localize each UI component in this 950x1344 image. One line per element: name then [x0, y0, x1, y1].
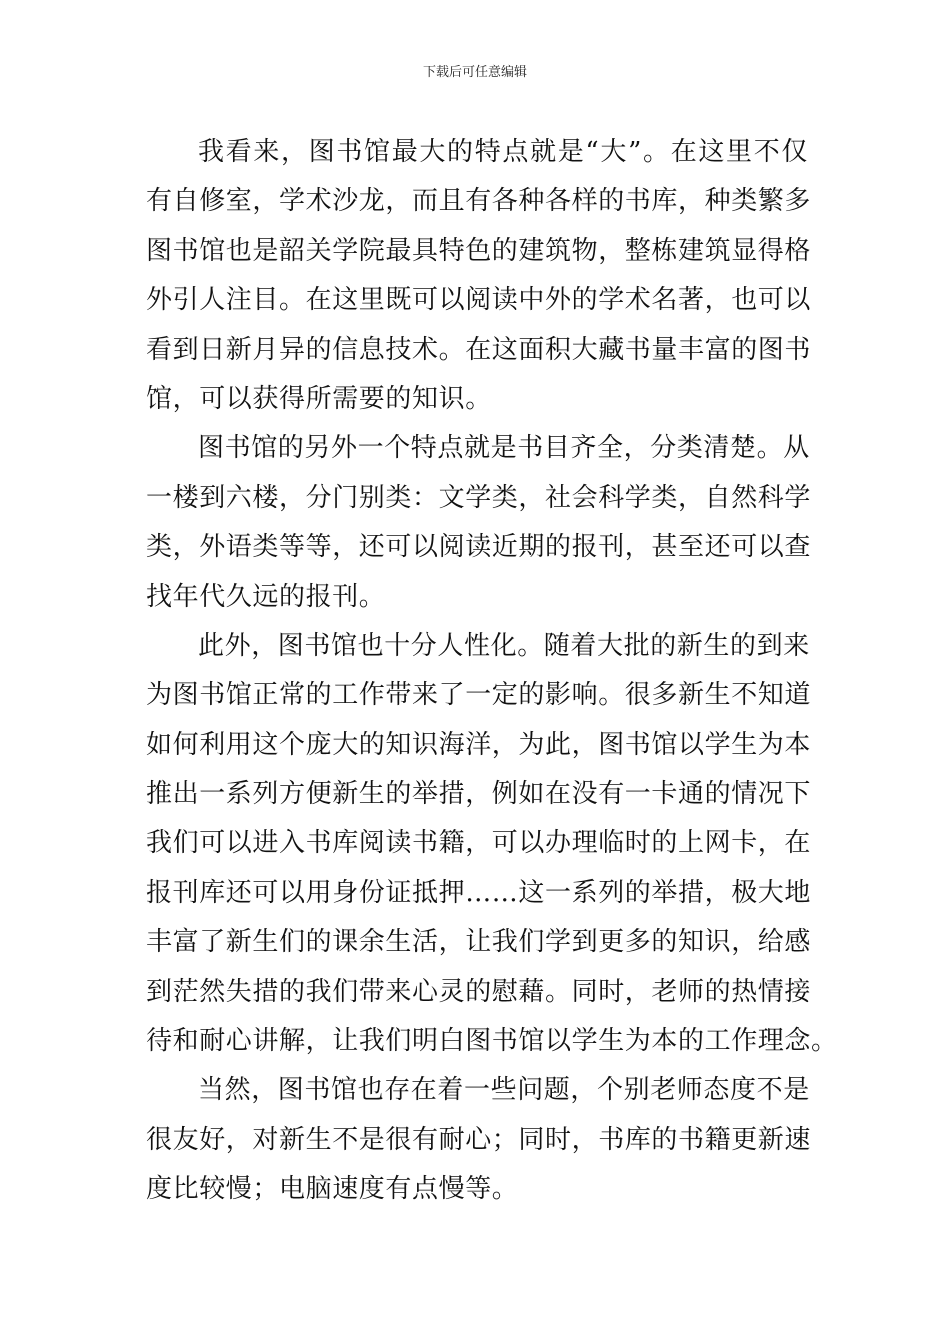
text-line: 一楼到六楼，分门别类：文学类，社会科学类，自然科学 — [146, 482, 812, 513]
text-line: 图书馆的另外一个特点就是书目齐全，分类清楚。从 — [198, 433, 810, 464]
text-line: 待和耐心讲解，让我们明白图书馆以学生为本的工作理念。 — [146, 1026, 838, 1057]
text-line: 为图书馆正常的工作带来了一定的影响。很多新生不知道 — [146, 680, 812, 711]
text-line: 此外，图书馆也十分人性化。随着大批的新生的到来 — [198, 630, 810, 661]
text-line: 丰富了新生们的课余生活，让我们学到更多的知识，给感 — [146, 927, 812, 958]
text-line: 度比较慢；电脑速度有点慢等。 — [146, 1174, 519, 1205]
paragraph — [146, 1066, 812, 1214]
text-line: 外引人注目。在这里既可以阅读中外的学术名著，也可以 — [146, 285, 812, 316]
paragraph — [146, 424, 812, 622]
paragraph — [146, 128, 812, 424]
text-line: 当然，图书馆也存在着一些问题，个别老师态度不是 — [198, 1075, 810, 1106]
text-line: 类，外语类等等，还可以阅读近期的报刊，甚至还可以查 — [146, 532, 812, 563]
text-line: 有自修室，学术沙龙，而且有各种各样的书库，种类繁多 — [146, 186, 812, 217]
document-body — [146, 128, 838, 1215]
text-line: 看到日新月异的信息技术。在这面积大藏书量丰富的图书 — [146, 334, 812, 365]
text-line: 我们可以进入书库阅读书籍，可以办理临时的上网卡，在 — [146, 828, 812, 859]
paragraph — [146, 622, 838, 1067]
text-line: 到茫然失措的我们带来心灵的慰藉。同时，老师的热情接 — [146, 976, 812, 1007]
text-line: 很友好，对新生不是很有耐心；同时，书库的书籍更新速 — [146, 1124, 812, 1155]
text-line: 如何利用这个庞大的知识海洋，为此，图书馆以学生为本 — [146, 729, 812, 760]
page-header: 下载后可任意编辑 — [422, 65, 527, 80]
text-line: 推出一系列方便新生的举措，例如在没有一卡通的情况下 — [146, 779, 812, 810]
text-line: 我看来，图书馆最大的特点就是“大”。在这里不仅 — [198, 137, 808, 167]
text-line: 图书馆也是韶关学院最具特色的建筑物，整栋建筑显得格 — [146, 235, 812, 266]
text-line: 馆，可以获得所需要的知识。 — [146, 383, 492, 414]
text-line: 报刊库还可以用身份证抵押……这一系列的举措，极大地 — [146, 877, 812, 908]
text-line: 找年代久远的报刊。 — [146, 581, 386, 612]
